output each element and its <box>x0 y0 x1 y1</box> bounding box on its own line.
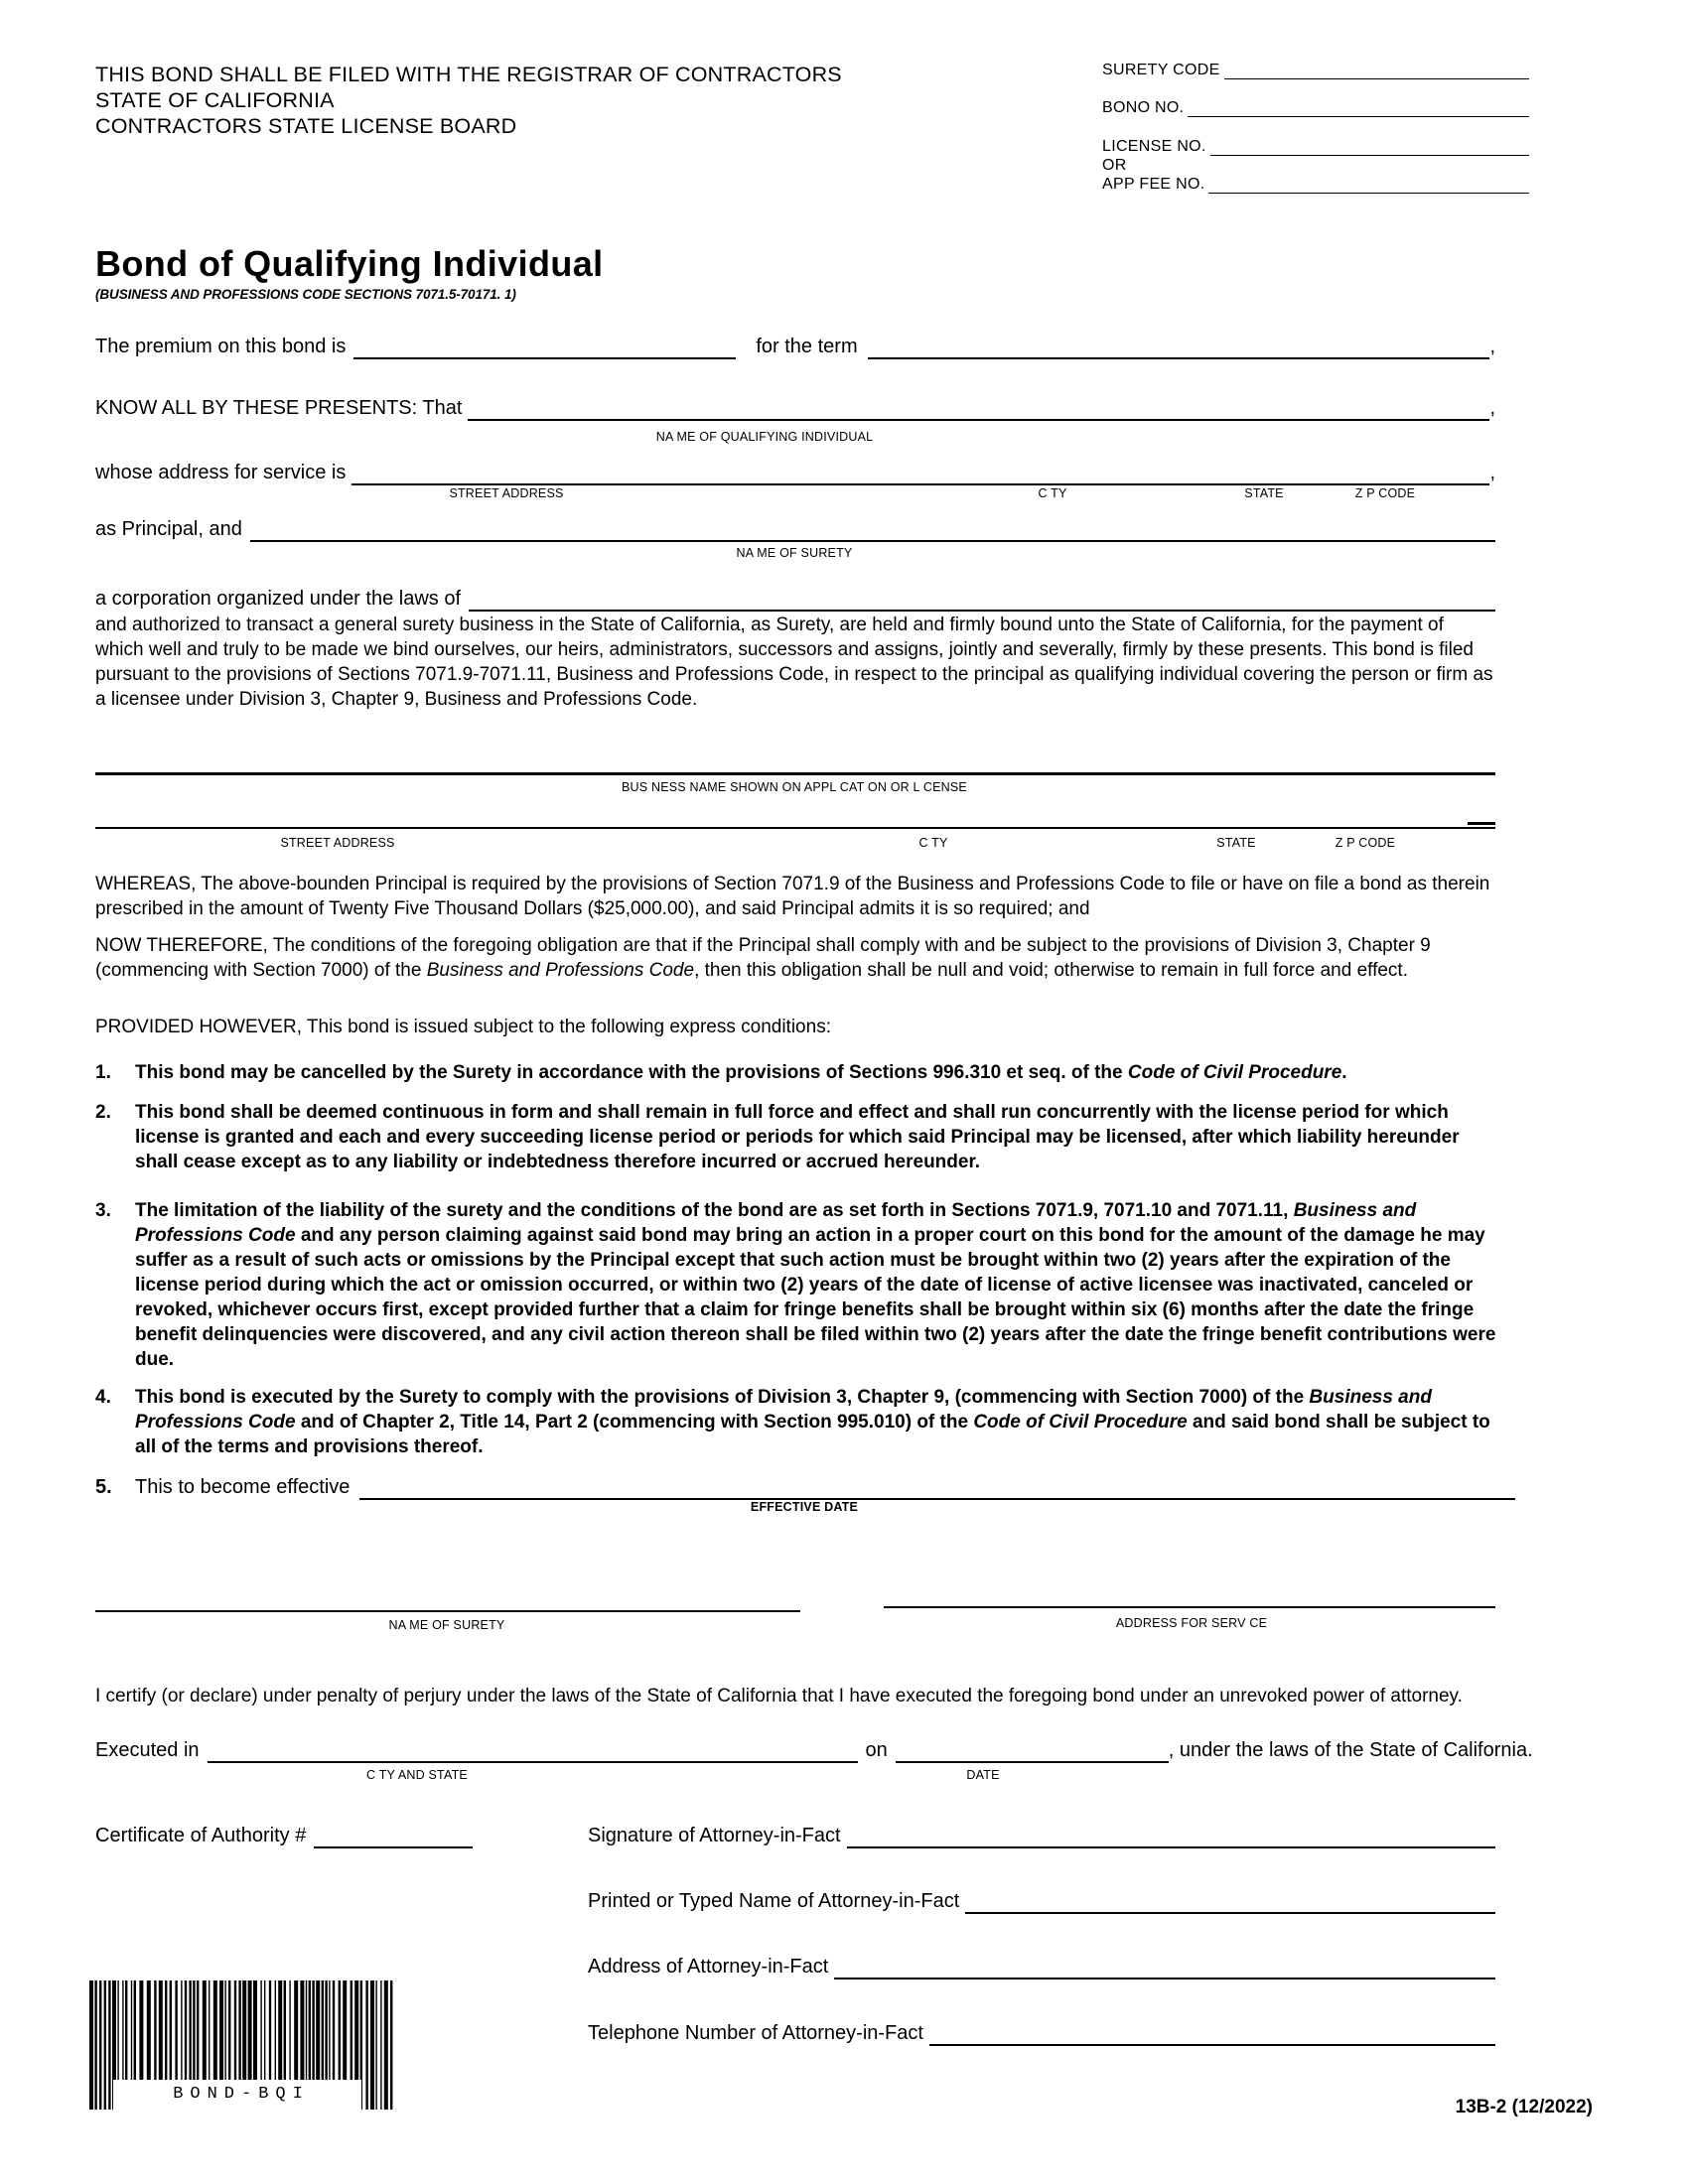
caption-street-address-1: STREET ADDRESS <box>449 486 564 500</box>
as-principal-label: as Principal, and <box>95 518 242 540</box>
app-fee-no-label: APP FEE NO. <box>1102 176 1205 193</box>
certify-paragraph: I certify (or declare) under penalty of perjury under the laws of the State of California that I have executed the foregoing bond under an unrevoked power of attorney. <box>95 1686 1463 1706</box>
license-no-label: LICENSE NO. <box>1102 138 1206 155</box>
header-line-1: THIS BOND SHALL BE FILED WITH THE REGISTRAR OF CONTRACTORS <box>95 63 842 86</box>
attorney-address-label: Address of Attorney-in-Fact <box>588 1956 829 1978</box>
subtitle-rest: AND PROFESSIONS CODE SECTIONS 7071.5-70171. 1) <box>167 287 516 302</box>
condition-4-text-b: Business and Professions Code <box>135 1387 1432 1433</box>
header-line-2: STATE OF CALIFORNIA <box>95 88 335 112</box>
premium-row-comma: , <box>1489 336 1495 357</box>
premium-amount-input-line[interactable] <box>353 338 736 359</box>
premium-row <box>95 336 1495 359</box>
certificate-of-authority-row <box>95 1825 473 1848</box>
address-for-service-input-line[interactable] <box>352 464 1489 485</box>
know-all-label: KNOW ALL BY THESE PRESENTS: That <box>95 397 463 419</box>
business-name-input-line[interactable] <box>95 772 1495 775</box>
attorney-printed-name-label: Printed or Typed Name of Attorney-in-Fact <box>588 1890 960 1912</box>
attorney-signature-row <box>588 1825 1495 1848</box>
for-the-term-label: for the term <box>756 336 858 357</box>
premium-label: The premium on this bond is <box>95 336 347 357</box>
condition-5-number: 5. <box>95 1476 112 1498</box>
surety-code-field[interactable] <box>1102 62 1529 79</box>
caption-city-and-state: C TY AND STATE <box>366 1768 468 1782</box>
executed-in-row <box>95 1739 1533 1763</box>
condition-1-number: 1. <box>95 1062 111 1083</box>
caption-city-1: C TY <box>1038 486 1067 500</box>
condition-1-text-b: Code of Civil Procedure <box>1127 1062 1342 1083</box>
know-all-row-comma: , <box>1489 397 1495 419</box>
caption-name-of-surety-2: NA ME OF SURETY <box>388 1618 505 1632</box>
executed-city-state-input-line[interactable] <box>208 1741 858 1763</box>
address-for-service-label: whose address for service is <box>95 462 347 483</box>
condition-4-text-d: Code of Civil Procedure <box>973 1412 1188 1433</box>
condition-4-text-c: and of Chapter 2, Title 14, Part 2 (commencing with Section 995.010) of the <box>295 1412 974 1433</box>
caption-city-2: C TY <box>918 836 948 850</box>
qualifying-individual-input-line[interactable] <box>468 399 1489 421</box>
now-therefore-italic: Business and Professions Code <box>426 960 695 981</box>
condition-3-body <box>135 1198 1503 1372</box>
attorney-printed-name-row <box>588 1890 1495 1914</box>
condition-5-label: This to become effective <box>135 1476 351 1498</box>
condition-2-body: This bond shall be deemed continuous in form and shall remain in full force and effect and shall run concurrently with the license period for which license is granted and each and every succeeding license period or periods for which said Principal may be licensed, after which liability hereunder shall cease except as to any liability or indebtedness therefore incurred or accrued hereunder. <box>135 1102 1460 1172</box>
page-title: Bond of Qualifying Individual <box>95 243 604 284</box>
condition-4-body <box>135 1385 1503 1459</box>
signature-address-for-service-input-line[interactable] <box>884 1606 1495 1608</box>
business-address-tick <box>1468 822 1495 825</box>
caption-date: DATE <box>966 1768 1000 1782</box>
caption-street-address-2: STREET ADDRESS <box>280 836 395 850</box>
caption-business-name: BUS NESS NAME SHOWN ON APPL CAT ON OR L CENSE <box>622 780 967 794</box>
condition-item-5 <box>95 1476 1515 1500</box>
condition-3-text-b: Business and Professions Code <box>135 1200 1417 1246</box>
effective-date-input-line[interactable] <box>359 1478 1515 1500</box>
condition-4-text-a: This bond is executed by the Surety to comply with the provisions of Division 3, Chapter 9, (commencing with Section 7000) of the <box>135 1387 1310 1408</box>
condition-1-text-a: This bond may be cancelled by the Surety in accordance with the provisions of Sections 996.310 et seq. of the <box>135 1062 1128 1083</box>
condition-2-number: 2. <box>95 1102 111 1123</box>
signature-surety-name-input-line[interactable] <box>95 1610 800 1612</box>
know-all-row <box>95 397 1495 421</box>
condition-3-text-c: and any person claiming against said bond may bring an action in a proper court on this bond for the amount of the damage he may suffer as a result of such acts or omissions by the Principal except that such action must be brought within two (2) years after the expiration of the license period during which the act or omission occurred, or within two (2) years of the date of license of active licensee was inactivated, canceled or revoked, whichever occurs first, except provided further that a claim for fringe benefits shall be brought within six (6) months after the date the fringe benefit delinquencies were discovered, and any civil action thereon shall be filed within two (2) years after the date the fringe benefit contributions were due. <box>135 1225 1496 1370</box>
condition-item-1 <box>95 1060 1503 1085</box>
body-paragraph: and authorized to transact a general surety business in the State of California, as Surety, are held and firmly bound unto the State of California, for the payment of which well and truly to be made we bind ourselves, our heirs, administrators, successors and assigns, jointly and severally, firmly by these presents. This bond is filed pursuant to the provisions of Sections 7071.9-7071.11, Business and Professions Code, in respect to the principal as qualifying individual covering the person or firm as a licensee under Division 3, Chapter 9, Business and Professions Code. <box>95 614 1493 710</box>
condition-item-3 <box>95 1198 1503 1372</box>
caption-zip-code-1: Z P CODE <box>1354 486 1416 500</box>
condition-item-4 <box>95 1385 1503 1459</box>
attorney-telephone-label: Telephone Number of Attorney-in-Fact <box>588 2022 923 2044</box>
corporation-laws-label: a corporation organized under the laws of <box>95 588 462 610</box>
corporation-laws-input-line[interactable] <box>469 590 1495 612</box>
license-no-field[interactable] <box>1102 137 1529 156</box>
caption-address-for-service: ADDRESS FOR SERV CE <box>1115 1616 1268 1630</box>
surety-name-input-line[interactable] <box>250 520 1495 542</box>
caption-state-2: STATE <box>1216 836 1256 850</box>
attorney-address-row <box>588 1956 1495 1979</box>
now-therefore-part-1: NOW THEREFORE, The conditions of the foregoing obligation are that if the Principal shall comply with and be subject to the provisions of Division 3, Chapter 9 (commencing with Section 7000) of the <box>95 935 1431 981</box>
license-no-input-line[interactable] <box>1210 142 1529 156</box>
bond-no-label: BONO NO. <box>1102 99 1185 116</box>
bond-no-field[interactable] <box>1102 99 1529 117</box>
now-therefore-paragraph <box>95 933 1503 983</box>
term-input-line[interactable] <box>868 338 1490 359</box>
executed-in-label: Executed in <box>95 1739 200 1761</box>
attorney-telephone-row <box>588 2022 1495 2046</box>
address-row-comma: , <box>1489 462 1495 483</box>
certificate-of-authority-input-line[interactable] <box>314 1827 473 1848</box>
app-fee-no-input-line[interactable] <box>1208 180 1529 194</box>
corporation-laws-row <box>95 588 1495 612</box>
page-subtitle <box>95 287 516 302</box>
certificate-of-authority-label: Certificate of Authority # <box>95 1825 307 1846</box>
caption-state-1: STATE <box>1244 486 1284 500</box>
condition-item-2 <box>95 1100 1503 1174</box>
condition-1-body <box>135 1060 1503 1085</box>
caption-name-of-qualifying-individual: NA ME OF QUALIFYING INDIVIDUAL <box>655 430 874 444</box>
whereas-paragraph: WHEREAS, The above-bounden Principal is required by the provisions of Section 7071.9 of the Business and Professions Code to file or have on file a bond as therein prescribed in the amount of Twenty Five Thousand Dollars ($25,000.00), and said Principal admits it is so required; and <box>95 874 1490 919</box>
provided-however-paragraph: PROVIDED HOWEVER, This bond is issued subject to the following express conditions: <box>95 1017 831 1037</box>
condition-1-text-c: . <box>1341 1062 1347 1083</box>
license-or-appfee-group <box>1102 137 1529 194</box>
attorney-telephone-input-line[interactable] <box>929 2024 1495 2046</box>
surety-code-label: SURETY CODE <box>1102 62 1220 78</box>
condition-3-number: 3. <box>95 1200 111 1221</box>
caption-name-of-surety-1: NA ME OF SURETY <box>736 546 853 560</box>
header-reference-fields <box>1102 62 1529 194</box>
attorney-address-input-line[interactable] <box>834 1958 1495 1979</box>
header-line-3: CONTRACTORS STATE LICENSE BOARD <box>95 114 517 138</box>
executed-date-input-line[interactable] <box>896 1741 1169 1763</box>
on-label: on <box>865 1739 888 1761</box>
form-revision-code: 13B-2 (12/2022) <box>1455 2097 1593 2117</box>
business-address-input-line[interactable] <box>95 827 1495 829</box>
bond-no-input-line[interactable] <box>1188 103 1529 117</box>
surety-code-input-line[interactable] <box>1224 66 1529 79</box>
under-laws-label: , under the laws of the State of California. <box>1168 1739 1533 1761</box>
app-fee-no-field[interactable] <box>1102 175 1529 194</box>
caption-effective-date: EFFECTIVE DATE <box>750 1500 859 1514</box>
attorney-signature-input-line[interactable] <box>847 1827 1495 1848</box>
caption-zip-code-2: Z P CODE <box>1335 836 1396 850</box>
or-divider-label: OR <box>1102 157 1127 174</box>
agency-header <box>95 62 842 139</box>
condition-4-text-e: and said bond shall be subject to all of the terms and provisions thereof. <box>135 1412 1490 1457</box>
now-therefore-part-2: , then this obligation shall be null and void; otherwise to remain in full force and effect. <box>694 960 1408 981</box>
attorney-printed-name-input-line[interactable] <box>965 1892 1495 1914</box>
condition-3-text-a: The limitation of the liability of the surety and the conditions of the bond are as set forth in Sections 7071.9, 7071.10 and 7071.11, <box>135 1200 1294 1221</box>
attorney-signature-label: Signature of Attorney-in-Fact <box>588 1825 841 1846</box>
as-principal-row <box>95 518 1495 542</box>
address-for-service-row <box>95 462 1495 485</box>
subtitle-business-word: (BUSINESS <box>95 287 168 302</box>
barcode-label: BOND-BQI <box>173 2085 310 2104</box>
condition-4-number: 4. <box>95 1387 111 1408</box>
